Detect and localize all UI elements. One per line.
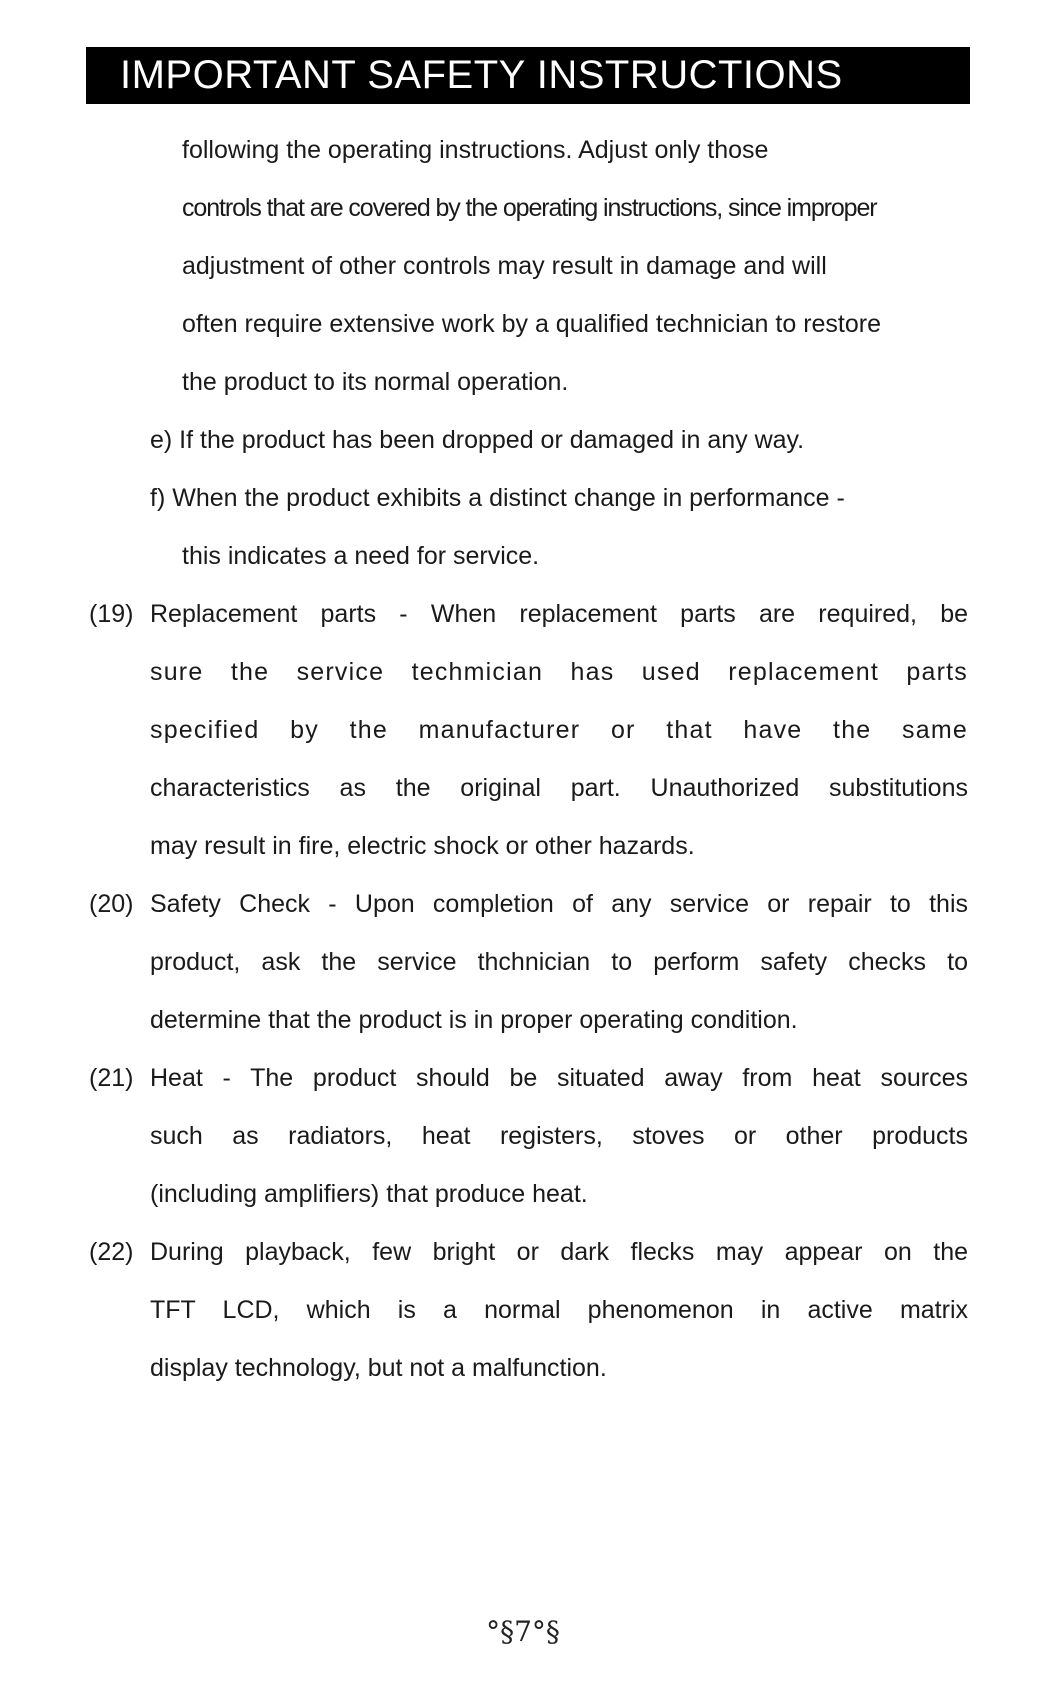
continuation-line: adjustment of other controls may result in damage and will (182, 252, 827, 280)
item-number-22: (22) (89, 1238, 134, 1266)
item-number-20: (20) (89, 890, 134, 918)
item-number-19: (19) (89, 600, 134, 628)
sub-item-f: f) When the product exhibits a distinct change in performance - (150, 484, 845, 512)
item-21-line: (including amplifiers) that produce heat. (150, 1180, 588, 1208)
item-20-line: Safety Check - Upon completion of any service or repair to this (150, 890, 968, 918)
page-title: IMPORTANT SAFETY INSTRUCTIONS (120, 53, 843, 97)
continuation-line: often require extensive work by a qualified technician to restore (182, 310, 881, 338)
item-20-line: determine that the product is in proper operating condition. (150, 1006, 798, 1034)
item-19-line: specified by the manufacturer or that have the same (150, 716, 968, 744)
continuation-line: the product to its normal operation. (182, 368, 569, 396)
item-number-21: (21) (89, 1064, 134, 1092)
sub-item-f-continuation: this indicates a need for service. (182, 542, 540, 570)
sub-item-e: e) If the product has been dropped or damaged in any way. (150, 426, 805, 454)
item-21-line: Heat - The product should be situated away from heat sources (150, 1064, 968, 1092)
item-19-line: characteristics as the original part. Unauthorized substitutions (150, 774, 968, 802)
continuation-line: controls that are covered by the operating instructions, since improper (182, 194, 877, 222)
item-22-line: TFT LCD, which is a normal phenomenon in active matrix (150, 1296, 968, 1324)
continuation-line: following the operating instructions. Adjust only those (182, 136, 769, 164)
page-title-bar (86, 47, 970, 104)
item-20-line: product, ask the service thchnician to perform safety checks to (150, 948, 968, 976)
page-number: °§7°§ (486, 1615, 560, 1648)
item-19-line: sure the service techmician has used replacement parts (150, 658, 968, 686)
item-22-line: display technology, but not a malfunction. (150, 1354, 607, 1382)
item-21-line: such as radiators, heat registers, stoves or other products (150, 1122, 968, 1150)
item-22-line: During playback, few bright or dark flecks may appear on the (150, 1238, 968, 1266)
item-19-line: Replacement parts - When replacement parts are required, be (150, 600, 968, 628)
item-19-line: may result in fire, electric shock or other hazards. (150, 832, 695, 860)
